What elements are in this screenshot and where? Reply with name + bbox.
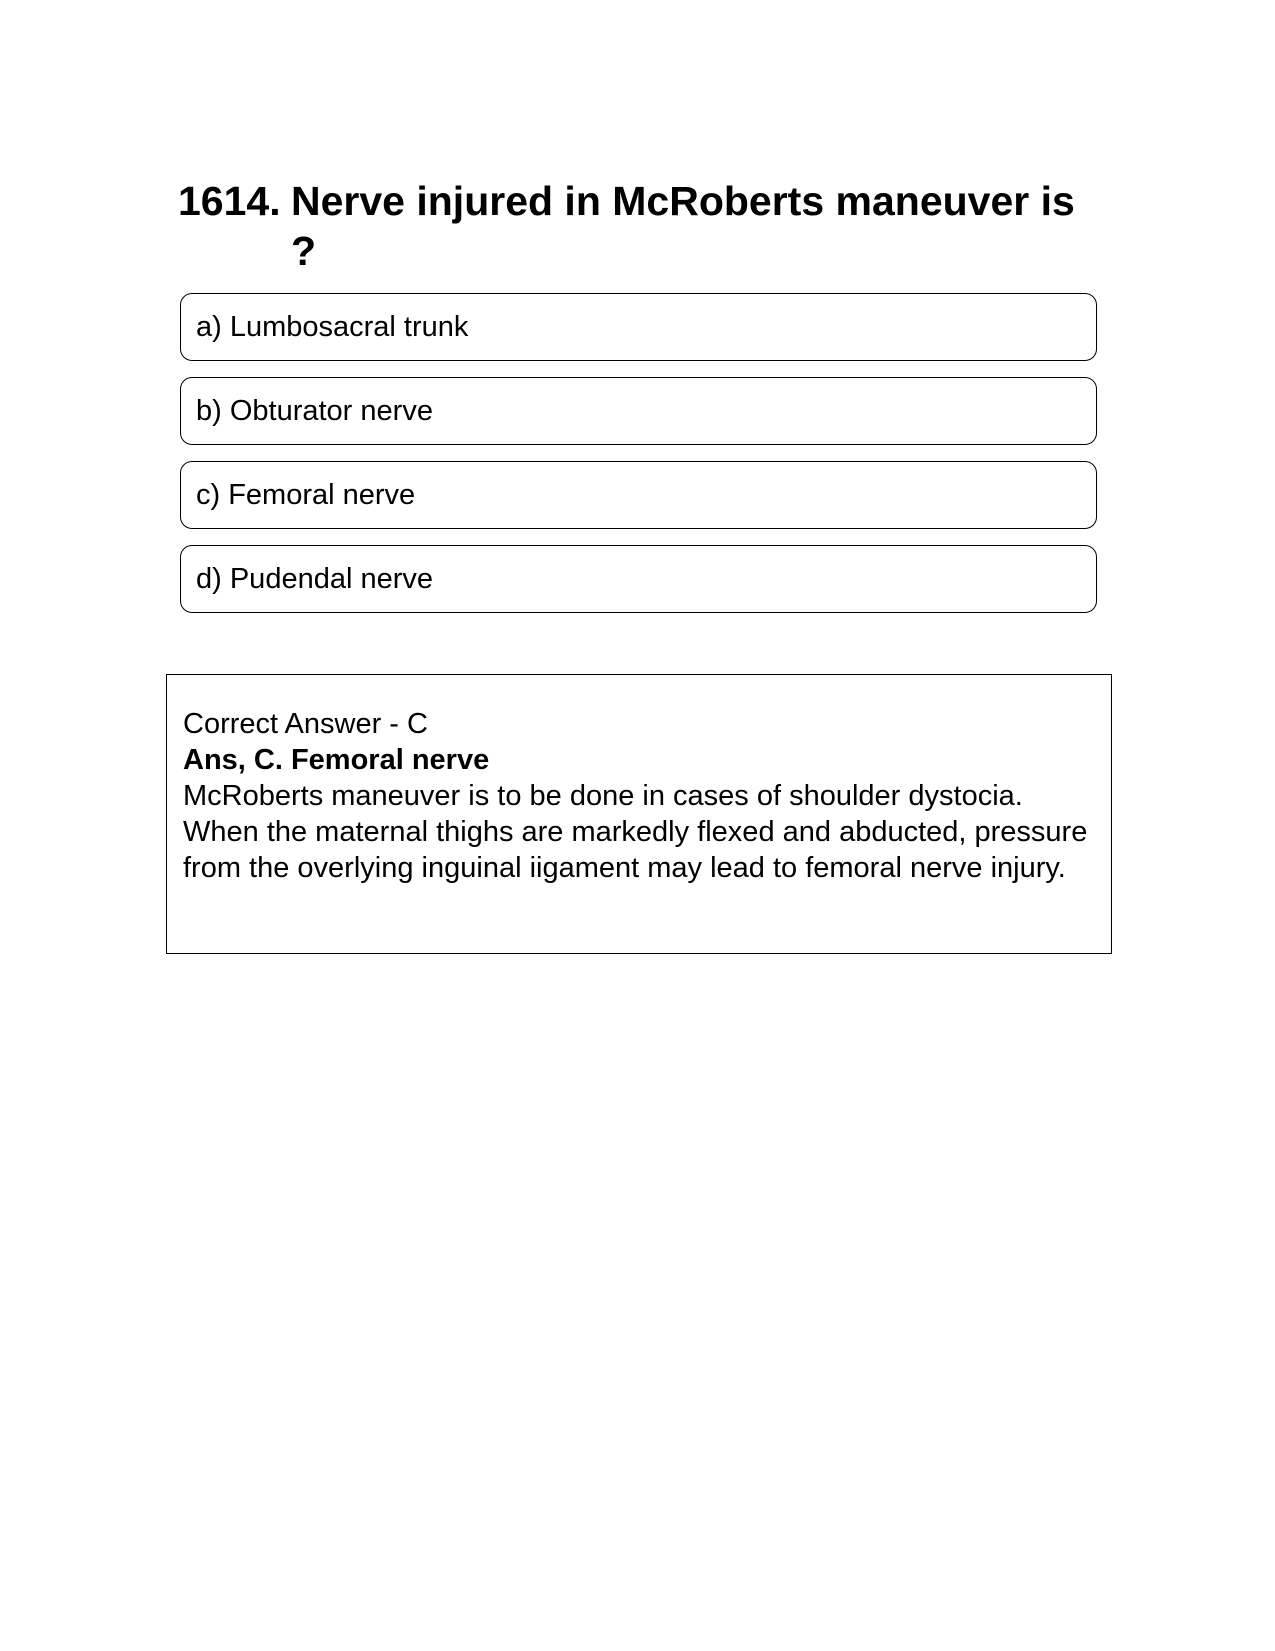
answer-box (166, 674, 1112, 954)
option-b[interactable]: b) Obturator nerve (180, 377, 1097, 445)
question-text: Nerve injured in McRoberts maneuver is ? (291, 178, 1075, 274)
answer-heading: Ans, C. Femoral nerve (183, 744, 490, 776)
question-number: 1614. (178, 178, 281, 224)
option-c[interactable]: c) Femoral nerve (180, 461, 1097, 529)
question-heading (178, 176, 1098, 276)
answer-explanation: McRoberts maneuver is to be done in cases of shoulder dystocia. When the maternal thighs are markedly flexed and abducted, pressure from the overlying inguinal iigament may lead to femoral nerve injury. (183, 780, 1088, 884)
option-a[interactable]: a) Lumbosacral trunk (180, 293, 1097, 361)
options-list (180, 293, 1097, 629)
correct-answer: Correct Answer - C (183, 708, 428, 740)
option-d[interactable]: d) Pudendal nerve (180, 545, 1097, 613)
